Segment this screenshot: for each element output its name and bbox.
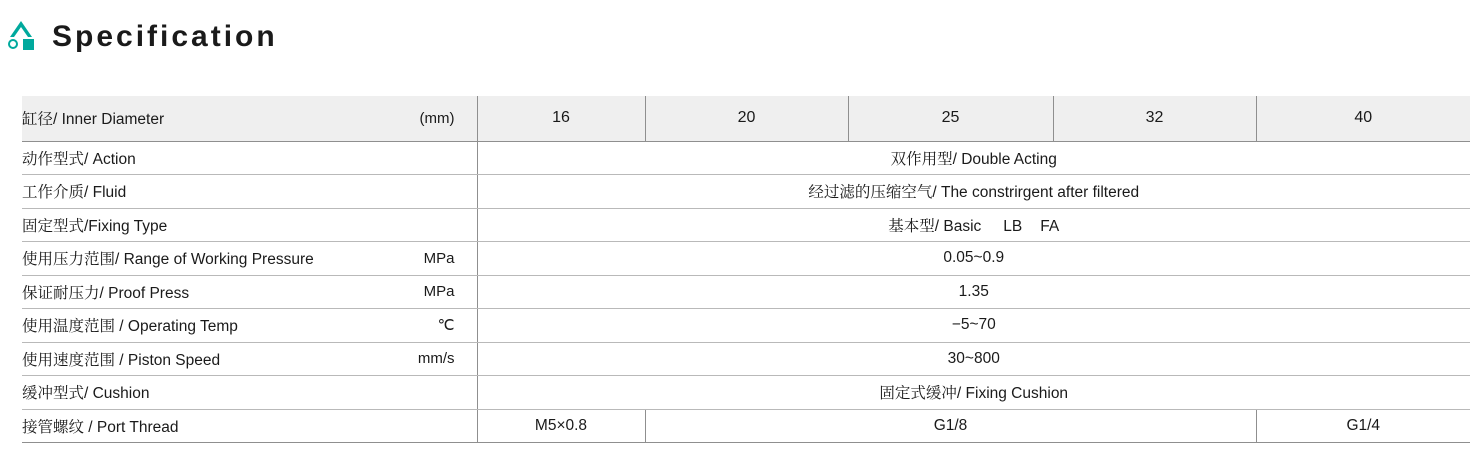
fixing-fa: FA xyxy=(1040,217,1060,235)
specification-table xyxy=(22,96,1470,443)
table-row xyxy=(22,175,1470,209)
header-label-cell xyxy=(22,96,477,141)
inner-diameter-label: 缸径/ Inner Diameter xyxy=(22,111,165,129)
table-row xyxy=(22,141,1470,175)
row-label-text: 使用压力范围/ Range of Working Pressure xyxy=(22,251,314,269)
table-row xyxy=(22,309,1470,343)
row-label-unit: mm/s xyxy=(417,350,455,368)
geometric-shapes-icon xyxy=(4,15,44,59)
row-value-proof-press: 1.35 xyxy=(477,275,1470,309)
row-label-fluid xyxy=(22,175,477,209)
diameter-20: 20 xyxy=(645,96,848,141)
row-label-proof-press xyxy=(22,275,477,309)
row-label-port-thread xyxy=(22,409,477,443)
port-thread-20-32: G1/8 xyxy=(645,409,1256,443)
diameter-40: 40 xyxy=(1256,96,1470,141)
row-label-unit: MPa xyxy=(423,249,455,267)
table-row xyxy=(22,342,1470,376)
row-value-piston-speed: 30~800 xyxy=(477,342,1470,376)
row-value-action: 双作用型/ Double Acting xyxy=(477,141,1470,175)
row-label-unit: MPa xyxy=(423,283,455,301)
row-label-text: 保证耐压力/ Proof Press xyxy=(22,284,190,302)
row-value-cushion: 固定式缓冲/ Fixing Cushion xyxy=(477,376,1470,410)
row-label-cushion xyxy=(22,376,477,410)
table-row xyxy=(22,409,1470,443)
table-row xyxy=(22,275,1470,309)
row-label-text: 工作介质/ Fluid xyxy=(22,184,127,202)
port-thread-16: M5×0.8 xyxy=(477,409,645,443)
row-label-operating-temp xyxy=(22,309,477,343)
row-value-fluid: 经过滤的压缩空气/ The constrirgent after filtered xyxy=(477,175,1470,209)
diameter-32: 32 xyxy=(1053,96,1256,141)
row-label-working-pressure xyxy=(22,242,477,276)
port-thread-40: G1/4 xyxy=(1256,409,1470,443)
table-header-row xyxy=(22,96,1470,141)
fixing-lb: LB xyxy=(1003,217,1023,235)
row-value-working-pressure: 0.05~0.9 xyxy=(477,242,1470,276)
page-title: Specification xyxy=(52,20,278,53)
row-label-text: 使用温度范围 / Operating Temp xyxy=(22,318,238,336)
row-label-text: 缓冲型式/ Cushion xyxy=(22,385,150,403)
page-header xyxy=(0,0,1471,74)
diameter-25: 25 xyxy=(848,96,1053,141)
row-label-text: 接管螺纹 / Port Thread xyxy=(22,418,179,436)
row-value-fixing-type xyxy=(477,208,1470,242)
row-value-operating-temp: −5~70 xyxy=(477,309,1470,343)
fixing-basic: 基本型/ Basic xyxy=(888,217,982,235)
inner-diameter-unit: (mm) xyxy=(419,109,455,127)
table-row xyxy=(22,242,1470,276)
table-row xyxy=(22,376,1470,410)
row-label-text: 动作型式/ Action xyxy=(22,150,136,168)
row-label-text: 固定型式/Fixing Type xyxy=(22,217,168,235)
row-label-unit: ℃ xyxy=(437,317,455,335)
row-label-action xyxy=(22,141,477,175)
table-row xyxy=(22,208,1470,242)
row-label-fixing-type xyxy=(22,208,477,242)
row-label-piston-speed xyxy=(22,342,477,376)
row-label-text: 使用速度范围 / Piston Speed xyxy=(22,351,221,369)
diameter-16: 16 xyxy=(477,96,645,141)
